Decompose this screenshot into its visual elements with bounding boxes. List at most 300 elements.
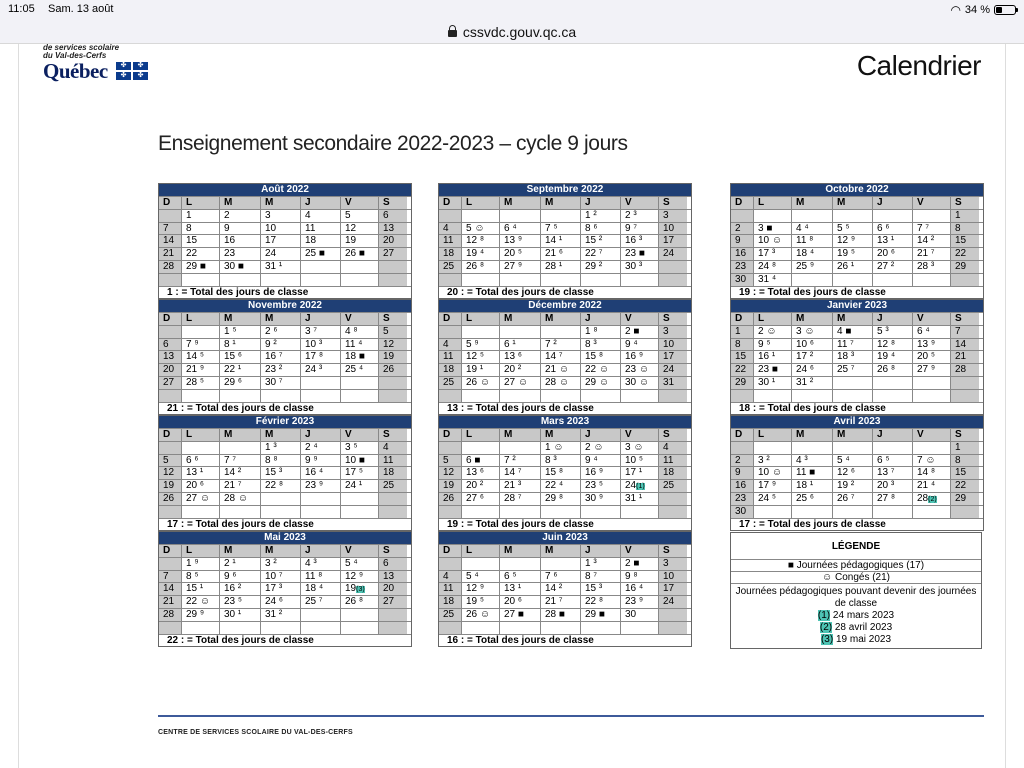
weekday-cell: S bbox=[950, 313, 979, 325]
day-cell: 20 bbox=[159, 364, 181, 376]
day-cell: 25 ⁴ bbox=[340, 364, 378, 376]
day-cell: 17 bbox=[658, 235, 687, 247]
month-total: 21 : = Total des jours de classe bbox=[159, 402, 411, 414]
day-cell: 7 ⁷ bbox=[219, 455, 260, 467]
month-block bbox=[438, 299, 692, 415]
weekday-row bbox=[439, 312, 691, 325]
day-cell bbox=[461, 622, 499, 634]
day-cell: 12 bbox=[340, 223, 378, 235]
weekday-cell: L bbox=[181, 197, 219, 209]
day-cell: 14 ¹ bbox=[540, 235, 580, 247]
day-cell bbox=[731, 210, 753, 222]
day-cell: 29 ■ bbox=[181, 261, 219, 273]
day-cell: 2 ¹ bbox=[219, 558, 260, 570]
day-cell: 19 bbox=[439, 480, 461, 492]
week-row bbox=[439, 209, 691, 222]
day-cell: 17 ⁵ bbox=[340, 467, 378, 479]
week-row bbox=[731, 441, 983, 454]
week-row bbox=[731, 247, 983, 260]
day-cell: 2 bbox=[731, 455, 753, 467]
day-cell: 27 ⁹ bbox=[912, 364, 950, 376]
day-cell: 26 ⁷ bbox=[832, 493, 872, 505]
weekday-cell: S bbox=[658, 313, 687, 325]
day-cell: 30 ¹ bbox=[753, 377, 791, 389]
day-cell: 3 ☺ bbox=[620, 442, 658, 454]
day-cell: 25 bbox=[378, 480, 407, 492]
day-cell: 24 ⁶ bbox=[791, 364, 832, 376]
day-cell: 15 ⁶ bbox=[219, 351, 260, 363]
weekday-cell: L bbox=[461, 545, 499, 557]
day-cell bbox=[499, 622, 540, 634]
day-cell: 6 ⁵ bbox=[872, 455, 912, 467]
url-text[interactable]: cssvdc.gouv.qc.ca bbox=[462, 23, 577, 40]
day-cell bbox=[340, 274, 378, 286]
day-cell: 24 bbox=[260, 248, 300, 260]
weekday-cell: M bbox=[219, 197, 260, 209]
day-cell bbox=[378, 609, 407, 621]
day-cell: 2 ■ bbox=[620, 558, 658, 570]
weekday-cell: M bbox=[791, 197, 832, 209]
week-row bbox=[439, 260, 691, 273]
day-cell bbox=[658, 493, 687, 505]
week-row bbox=[731, 492, 983, 505]
day-cell: 6 ⁴ bbox=[499, 223, 540, 235]
weekday-cell: V bbox=[340, 545, 378, 557]
weekday-cell: L bbox=[753, 429, 791, 441]
week-row bbox=[731, 389, 983, 402]
day-cell bbox=[378, 377, 407, 389]
possible-day-mark: (1) bbox=[636, 483, 645, 491]
day-cell bbox=[832, 274, 872, 286]
month-name: Avril 2023 bbox=[731, 416, 983, 428]
day-cell: 21 bbox=[159, 248, 181, 260]
week-row bbox=[731, 260, 983, 273]
day-cell bbox=[378, 261, 407, 273]
day-cell bbox=[159, 506, 181, 518]
week-row bbox=[439, 608, 691, 621]
day-cell: 15 ¹ bbox=[181, 583, 219, 595]
day-cell: 17 bbox=[260, 235, 300, 247]
weekday-cell: S bbox=[950, 429, 979, 441]
day-cell bbox=[461, 326, 499, 338]
day-cell: 1 ³ bbox=[580, 558, 620, 570]
day-cell: 11 ■ bbox=[791, 467, 832, 479]
day-cell: 26 ¹ bbox=[832, 261, 872, 273]
month-name: Août 2022 bbox=[159, 184, 411, 196]
legend-holidays: ☺ Congés (21) bbox=[731, 572, 981, 584]
day-cell: 29 ■ bbox=[580, 609, 620, 621]
month-name: Juin 2023 bbox=[439, 532, 691, 544]
weekday-cell: V bbox=[340, 197, 378, 209]
day-cell: 9 bbox=[219, 223, 260, 235]
day-cell: 31 ⁴ bbox=[753, 274, 791, 286]
week-row bbox=[159, 247, 411, 260]
day-cell: 14 ⁸ bbox=[912, 467, 950, 479]
weekday-cell: M bbox=[832, 313, 872, 325]
month-total: 1 : = Total des jours de classe bbox=[159, 286, 411, 298]
day-cell bbox=[181, 326, 219, 338]
day-cell: 5 ⁴ bbox=[461, 571, 499, 583]
status-bar bbox=[0, 0, 1024, 20]
day-cell: 20 ² bbox=[461, 480, 499, 492]
day-cell: 29 ⁶ bbox=[219, 377, 260, 389]
day-cell: 23 ² bbox=[260, 364, 300, 376]
day-cell: 28 ³ bbox=[912, 261, 950, 273]
day-cell: 1 ⁹ bbox=[181, 558, 219, 570]
week-row bbox=[159, 234, 411, 247]
day-cell: 3 bbox=[658, 326, 687, 338]
weekday-cell: S bbox=[658, 429, 687, 441]
day-cell: 10 ☺ bbox=[753, 467, 791, 479]
day-cell: 3 ■ bbox=[753, 223, 791, 235]
weekday-cell: M bbox=[219, 429, 260, 441]
legend-possible-item: (2) 28 avril 2023 bbox=[819, 622, 893, 633]
day-cell: 8 ⁶ bbox=[580, 223, 620, 235]
day-cell: 30 ⁷ bbox=[260, 377, 300, 389]
week-row bbox=[439, 325, 691, 338]
day-cell: 12 ⁵ bbox=[461, 351, 499, 363]
weekday-cell: S bbox=[950, 197, 979, 209]
day-cell: 19 ⁴ bbox=[872, 351, 912, 363]
day-cell: 15 ⁸ bbox=[580, 351, 620, 363]
day-cell bbox=[260, 506, 300, 518]
day-cell: 30 bbox=[731, 506, 753, 518]
month-name: Septembre 2022 bbox=[439, 184, 691, 196]
day-cell bbox=[219, 390, 260, 402]
day-cell: 26 bbox=[439, 493, 461, 505]
month-total: 19 : = Total des jours de classe bbox=[731, 286, 983, 298]
day-cell bbox=[461, 442, 499, 454]
day-cell: 22 bbox=[731, 364, 753, 376]
legend-ped-days: ■ Journées pédagogiques (17) bbox=[731, 560, 981, 572]
day-cell bbox=[159, 274, 181, 286]
week-row bbox=[159, 363, 411, 376]
day-cell: 29 ☺ bbox=[580, 377, 620, 389]
day-cell bbox=[181, 622, 219, 634]
day-cell: 20 ³ bbox=[872, 480, 912, 492]
day-cell bbox=[872, 274, 912, 286]
day-cell: 23 bbox=[731, 261, 753, 273]
day-cell: 29 bbox=[950, 261, 979, 273]
day-cell: 25 ⁷ bbox=[300, 596, 340, 608]
day-cell bbox=[872, 210, 912, 222]
week-row bbox=[731, 363, 983, 376]
month-total: 18 : = Total des jours de classe bbox=[731, 402, 983, 414]
day-cell: 24 bbox=[658, 596, 687, 608]
day-cell bbox=[872, 506, 912, 518]
weekday-cell: J bbox=[300, 429, 340, 441]
month-block bbox=[158, 415, 412, 531]
day-cell: 20 ⁵ bbox=[912, 351, 950, 363]
day-cell: 1 ⁵ bbox=[219, 326, 260, 338]
day-cell bbox=[159, 390, 181, 402]
week-row bbox=[159, 209, 411, 222]
day-cell: 18 ⁴ bbox=[300, 583, 340, 595]
day-cell: 25 ■ bbox=[300, 248, 340, 260]
day-cell bbox=[439, 622, 461, 634]
day-cell: 19 ⁵ bbox=[832, 248, 872, 260]
day-cell: 22 ☺ bbox=[580, 364, 620, 376]
day-cell bbox=[832, 442, 872, 454]
day-cell bbox=[340, 609, 378, 621]
day-cell bbox=[378, 622, 407, 634]
day-cell: 30 ■ bbox=[219, 261, 260, 273]
day-cell bbox=[540, 558, 580, 570]
day-cell bbox=[872, 377, 912, 389]
day-cell: 22 ¹ bbox=[219, 364, 260, 376]
day-cell: 13 ⁷ bbox=[872, 467, 912, 479]
weekday-cell: M bbox=[260, 545, 300, 557]
weekday-cell: M bbox=[499, 197, 540, 209]
day-cell: 21 bbox=[159, 596, 181, 608]
day-cell bbox=[658, 390, 687, 402]
day-cell: 2 ³ bbox=[620, 210, 658, 222]
day-cell: 13 ⁹ bbox=[912, 339, 950, 351]
day-cell: 11 bbox=[439, 583, 461, 595]
day-cell: 8 ⁵ bbox=[181, 571, 219, 583]
day-cell: 9 ⁹ bbox=[300, 455, 340, 467]
weekday-cell: J bbox=[300, 197, 340, 209]
day-cell bbox=[753, 210, 791, 222]
day-cell bbox=[658, 274, 687, 286]
day-cell: 7 ☺ bbox=[912, 455, 950, 467]
day-cell bbox=[461, 506, 499, 518]
day-cell: 19 bbox=[378, 351, 407, 363]
week-row bbox=[159, 222, 411, 235]
day-cell: 23 bbox=[731, 493, 753, 505]
day-cell: 24 bbox=[658, 364, 687, 376]
day-cell bbox=[912, 442, 950, 454]
day-cell: 1 ³ bbox=[260, 442, 300, 454]
week-row bbox=[731, 222, 983, 235]
day-cell bbox=[499, 390, 540, 402]
day-cell: 6 ⁶ bbox=[181, 455, 219, 467]
week-row bbox=[439, 389, 691, 402]
status-indicators bbox=[950, 3, 1016, 17]
day-cell: 2 bbox=[219, 210, 260, 222]
day-cell: 18 bbox=[439, 248, 461, 260]
day-cell bbox=[658, 506, 687, 518]
day-cell: 8 bbox=[181, 223, 219, 235]
week-row bbox=[159, 325, 411, 338]
day-cell: 16 ³ bbox=[620, 235, 658, 247]
day-cell: 29 ⁸ bbox=[540, 493, 580, 505]
weekday-cell: V bbox=[340, 429, 378, 441]
day-cell: 10 bbox=[658, 339, 687, 351]
day-cell bbox=[461, 210, 499, 222]
day-cell bbox=[658, 609, 687, 621]
day-cell: 10 ⁶ bbox=[791, 339, 832, 351]
day-cell: 30 ⁹ bbox=[580, 493, 620, 505]
weekday-cell: L bbox=[461, 429, 499, 441]
week-row bbox=[439, 479, 691, 492]
week-row bbox=[731, 505, 983, 518]
day-cell bbox=[791, 390, 832, 402]
day-cell: 11 bbox=[658, 455, 687, 467]
day-cell: 14 bbox=[159, 583, 181, 595]
day-cell: 9 ⁵ bbox=[753, 339, 791, 351]
day-cell: 1 bbox=[731, 326, 753, 338]
day-cell: 7 ² bbox=[499, 455, 540, 467]
day-cell: 31 ¹ bbox=[620, 493, 658, 505]
weekday-cell: M bbox=[832, 429, 872, 441]
battery-icon bbox=[994, 5, 1016, 15]
footer-org: CENTRE DE SERVICES SCOLAIRE DU VAL-DES-CERFS bbox=[158, 729, 353, 736]
day-cell: 22 ☺ bbox=[181, 596, 219, 608]
day-cell: 7 bbox=[159, 571, 181, 583]
weekday-cell: L bbox=[461, 313, 499, 325]
day-cell: 15 ³ bbox=[580, 583, 620, 595]
weekday-cell: V bbox=[620, 545, 658, 557]
possible-day-mark: (3) bbox=[356, 586, 365, 594]
day-cell: 9 ⁴ bbox=[620, 339, 658, 351]
day-cell bbox=[300, 261, 340, 273]
day-cell: 21 ⁴ bbox=[912, 480, 950, 492]
day-cell bbox=[753, 506, 791, 518]
day-cell bbox=[378, 274, 407, 286]
day-cell: 2 ☺ bbox=[753, 326, 791, 338]
day-cell: 17 bbox=[658, 351, 687, 363]
day-cell bbox=[300, 622, 340, 634]
month-block bbox=[158, 299, 412, 415]
month-name: Février 2023 bbox=[159, 416, 411, 428]
day-cell: 31 bbox=[658, 377, 687, 389]
day-cell: 16 ⁹ bbox=[580, 467, 620, 479]
day-cell: 10 bbox=[658, 571, 687, 583]
weekday-row bbox=[439, 196, 691, 209]
possible-day-mark: (2) bbox=[928, 495, 937, 503]
day-cell: 8 bbox=[731, 339, 753, 351]
day-cell: 28 ¹ bbox=[540, 261, 580, 273]
day-cell: 24 ⁵ bbox=[753, 493, 791, 505]
day-cell bbox=[912, 377, 950, 389]
day-cell bbox=[219, 274, 260, 286]
day-cell: 28 ⁷ bbox=[499, 493, 540, 505]
weekday-cell: V bbox=[620, 197, 658, 209]
day-cell: 14 ⁷ bbox=[499, 467, 540, 479]
day-cell: 4 ⁸ bbox=[340, 326, 378, 338]
day-cell: 9 ⁴ bbox=[580, 455, 620, 467]
day-cell: 5 ⁹ bbox=[461, 339, 499, 351]
week-row bbox=[159, 621, 411, 634]
day-cell: 8 ³ bbox=[580, 339, 620, 351]
day-cell: 15 bbox=[731, 351, 753, 363]
weekday-cell: S bbox=[378, 197, 407, 209]
weekday-row bbox=[159, 196, 411, 209]
day-cell: 14 bbox=[159, 235, 181, 247]
day-cell bbox=[300, 506, 340, 518]
address-bar[interactable] bbox=[0, 20, 1024, 44]
day-cell: 9 ⁶ bbox=[219, 571, 260, 583]
week-row bbox=[159, 376, 411, 389]
day-cell: 10 bbox=[260, 223, 300, 235]
day-cell: 6 bbox=[378, 210, 407, 222]
day-cell: 26 ■ bbox=[340, 248, 378, 260]
day-cell: 24 ³ bbox=[300, 364, 340, 376]
day-cell: 27 ² bbox=[872, 261, 912, 273]
day-cell bbox=[620, 506, 658, 518]
week-row bbox=[439, 350, 691, 363]
day-cell: 28(2) bbox=[912, 493, 950, 505]
day-cell: 20 ⁶ bbox=[499, 596, 540, 608]
weekday-cell: J bbox=[300, 545, 340, 557]
day-cell bbox=[439, 274, 461, 286]
day-cell: 26 ⁸ bbox=[872, 364, 912, 376]
day-cell bbox=[499, 558, 540, 570]
day-cell: 13 bbox=[159, 351, 181, 363]
day-cell bbox=[912, 210, 950, 222]
week-row bbox=[159, 273, 411, 286]
day-cell: 7 ⁷ bbox=[912, 223, 950, 235]
weekday-cell: M bbox=[540, 545, 580, 557]
day-cell bbox=[340, 506, 378, 518]
day-cell: 19 ⁵ bbox=[461, 596, 499, 608]
weekday-cell: S bbox=[658, 545, 687, 557]
day-cell: 19 bbox=[159, 480, 181, 492]
day-cell: 8 bbox=[950, 455, 979, 467]
weekday-cell: M bbox=[260, 429, 300, 441]
day-cell: 19(3) bbox=[340, 583, 378, 595]
status-time: 11:05 bbox=[8, 3, 35, 15]
day-cell: 20 bbox=[378, 235, 407, 247]
day-cell: 27 bbox=[378, 248, 407, 260]
legend-possible-item: (1) 24 mars 2023 bbox=[817, 610, 895, 621]
weekday-cell: M bbox=[540, 313, 580, 325]
day-cell: 15 bbox=[950, 235, 979, 247]
day-cell: 31 ² bbox=[791, 377, 832, 389]
weekday-cell: M bbox=[540, 197, 580, 209]
day-cell: 2 ☺ bbox=[580, 442, 620, 454]
weekday-cell: L bbox=[181, 313, 219, 325]
day-cell: 10 ⁷ bbox=[260, 571, 300, 583]
day-cell bbox=[181, 274, 219, 286]
day-cell: 14 ⁷ bbox=[540, 351, 580, 363]
day-cell bbox=[260, 622, 300, 634]
day-cell bbox=[731, 442, 753, 454]
day-cell bbox=[340, 493, 378, 505]
logo-org-line2: du Val-des-Cerfs bbox=[43, 51, 107, 60]
day-cell bbox=[791, 274, 832, 286]
day-cell bbox=[461, 558, 499, 570]
weekday-cell: V bbox=[620, 313, 658, 325]
day-cell: 25 bbox=[439, 609, 461, 621]
day-cell: 16 ⁴ bbox=[620, 583, 658, 595]
week-row bbox=[159, 505, 411, 518]
day-cell: 21 ⁶ bbox=[540, 248, 580, 260]
month-block bbox=[158, 183, 412, 299]
weekday-cell: V bbox=[340, 313, 378, 325]
day-cell: 5 ⁴ bbox=[340, 558, 378, 570]
day-cell bbox=[620, 390, 658, 402]
day-cell: 22 ⁸ bbox=[260, 480, 300, 492]
legend-possible-title: Journées pédagogiques pouvant devenir des journées de classe bbox=[735, 586, 977, 609]
day-cell bbox=[832, 506, 872, 518]
weekday-cell: D bbox=[439, 197, 461, 209]
day-cell bbox=[378, 506, 407, 518]
weekday-cell: D bbox=[731, 197, 753, 209]
day-cell: 23 ⁵ bbox=[580, 480, 620, 492]
footer-divider bbox=[158, 715, 984, 717]
day-cell: 4 bbox=[658, 442, 687, 454]
day-cell: 28 ⁵ bbox=[181, 377, 219, 389]
day-cell: 18 ³ bbox=[832, 351, 872, 363]
day-cell: 3 ⁵ bbox=[340, 442, 378, 454]
day-cell: 4 ³ bbox=[791, 455, 832, 467]
day-cell: 6 ⁵ bbox=[499, 571, 540, 583]
week-row bbox=[439, 505, 691, 518]
day-cell bbox=[731, 390, 753, 402]
day-cell bbox=[540, 274, 580, 286]
